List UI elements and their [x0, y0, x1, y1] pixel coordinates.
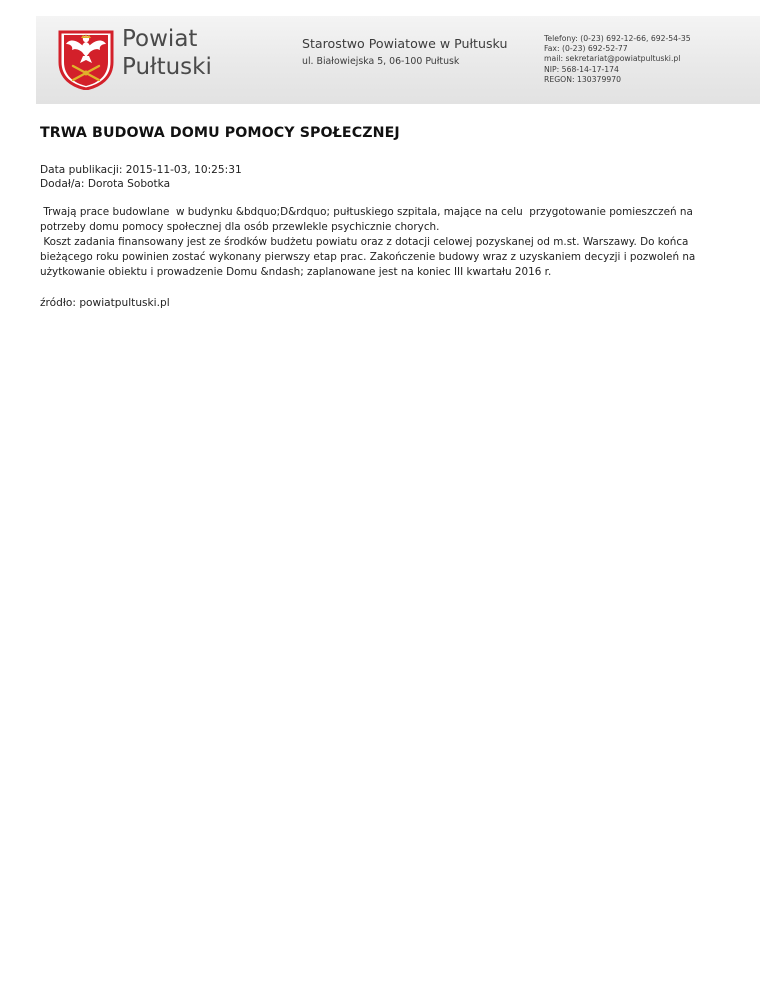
publication-date: Data publikacji: 2015-11-03, 10:25:31 [40, 164, 242, 176]
page-header [36, 16, 760, 104]
contact-nip: NIP: 568-14-17-174 [544, 64, 619, 74]
contact-block [544, 34, 691, 85]
contact-fax: Fax: (0-23) 692-52-77 [544, 44, 628, 54]
coat-of-arms-icon [56, 26, 116, 90]
contact-regon: REGON: 130379970 [544, 74, 622, 84]
office-name: Starostwo Powiatowe w Pułtusku [302, 36, 508, 51]
article-title: TRWA BUDOWA DOMU POMOCY SPOŁECZNEJ [40, 125, 400, 141]
contact-phones: Telefony: (0-23) 692-12-66, 692-54-35 [544, 34, 691, 43]
office-block [302, 36, 507, 69]
author: Dodał/a: Dorota Sobotka [40, 177, 171, 190]
article-source: źródło: powiatpultuski.pl [40, 297, 170, 309]
article-paragraph: Trwają prace budowlane w budynku &bdquo;D&rdquo; pułtuskiego szpitala, mające na celu przygotowanie pomieszczeń na potrzeby domu pomocy społecznej dla osób przewlekle psychicznie chorych. [40, 206, 697, 233]
article-body [40, 205, 720, 280]
logo-line-1: Powiat [122, 26, 198, 52]
office-address: ul. Białowiejska 5, 06-100 Pułtusk [302, 56, 460, 67]
logo-line-2: Pułtuski [122, 54, 212, 80]
article-meta [40, 164, 242, 191]
contact-mail: mail: sekretariat@powiatpultuski.pl [544, 54, 681, 64]
article-paragraph: Koszt zadania finansowany jest ze środków budżetu powiatu oraz z dotacji celowej pozyskanej od m.st. Warszawy. Do końca bieżącego roku powinien zostać wykonany pierwszy etap prac. Zakończenie budowy wraz z uzyskaniem decyzji i pozwoleń na użytkowanie obiektu i prowadzenie Domu &ndash; zaplanowane jest na koniec III kwartału 2016 r. [40, 236, 699, 278]
logo-wordmark [122, 25, 212, 81]
